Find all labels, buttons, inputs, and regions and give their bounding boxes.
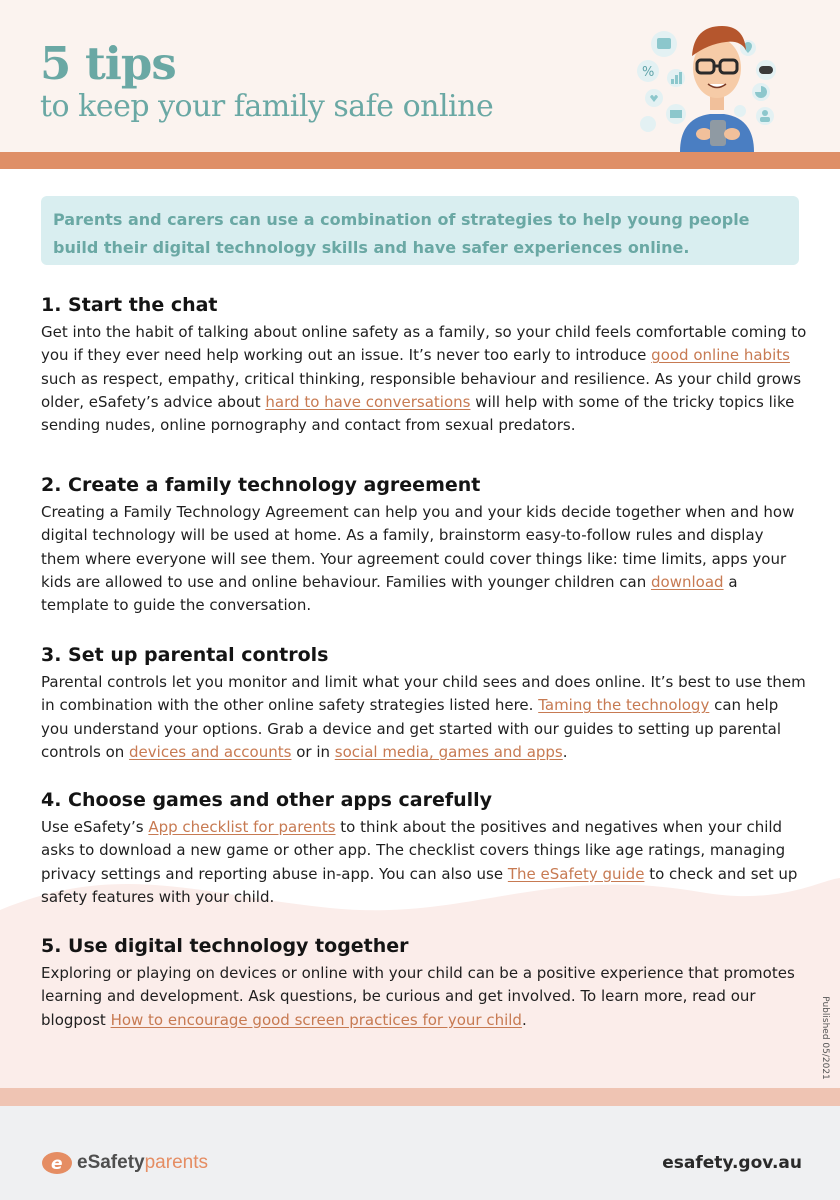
tip-1-text: Get into the habit of talking about online safety as a family, so your child feels comfortable coming to you if they ever need help working out an issue. It’s never too early to introduce xyxy=(41,323,807,365)
share-icon xyxy=(640,116,656,132)
tip-4-text: to check and set up safety features with your child. xyxy=(41,864,798,906)
published-date xyxy=(818,996,832,1080)
tip-1-heading: 1. Start the chat xyxy=(41,294,218,316)
tip-3-text: Parental controls let you monitor and limit what your child sees and does online. It’s best to use them in combination with the other online safety strategies listed here. xyxy=(41,673,806,715)
screen-practices-blog-link[interactable]: How to encourage good screen practices for your child xyxy=(110,1010,522,1029)
svg-text:e: e xyxy=(51,1154,63,1174)
svg-text:%: % xyxy=(642,65,655,80)
tip-5-heading: 5. Use digital technology together xyxy=(41,935,409,957)
tip-5 xyxy=(41,934,807,1032)
tip-2-text: Creating a Family Technology Agreement can help you and your kids decide together when and how digital technology will be used at home. As a family, brainstorm easy-to-follow rules and display them where everyone will see them. Your agreement could cover things like: time limits, apps your kids are allowed to use and online behaviour. Families with younger children can xyxy=(41,503,795,591)
tip-1-body xyxy=(41,321,807,437)
published-date-text: Published 05/2021 xyxy=(820,996,830,1080)
tip-2-body xyxy=(41,501,807,617)
tip-4-text: Use eSafety’s xyxy=(41,818,149,836)
logo-suffix-text: parents xyxy=(144,1152,208,1173)
tip-4 xyxy=(41,788,807,909)
hard-to-have-conversations-link[interactable]: hard to have conversations xyxy=(265,392,471,411)
tip-5-text: . xyxy=(521,1010,527,1029)
logo-brand-text: eSafety xyxy=(77,1152,145,1173)
tip-4-text: to think about the positives and negatives when your child asks to download a new game or other app. The checklist covers things like age ratings, managing privacy settings and reporting abuse in-app. You can also use xyxy=(41,818,786,883)
tip-2-heading: 2. Create a family technology agreement xyxy=(41,474,481,496)
tip-5-body xyxy=(41,962,807,1032)
esafety-parents-logo[interactable] xyxy=(41,1150,208,1176)
intro-box xyxy=(41,196,799,265)
tip-2-text: a template to guide the conversation. xyxy=(41,572,738,615)
tip-1-text: such as respect, empathy, critical thinking, responsible behaviour and resilience. As your child grows older, eSafety’s advice about xyxy=(41,369,802,411)
tip-3-text: or in xyxy=(291,742,335,761)
download-link[interactable]: download xyxy=(651,572,724,591)
tip-3 xyxy=(41,643,807,764)
devices-and-accounts-link[interactable]: devices and accounts xyxy=(129,742,292,761)
tip-1 xyxy=(41,293,807,437)
website-link[interactable]: esafety.gov.au xyxy=(662,1153,802,1173)
tip-4-body xyxy=(41,816,807,909)
tip-3-heading: 3. Set up parental controls xyxy=(41,644,329,666)
social-media-games-apps-link[interactable]: social media, games and apps xyxy=(334,742,563,761)
tip-1-text: will help with some of the tricky topics like sending nudes, online pornography and contact from sexual predators. xyxy=(41,392,795,435)
esafety-guide-link[interactable]: The eSafety guide xyxy=(507,864,645,883)
taming-the-technology-link[interactable]: Taming the technology xyxy=(538,696,710,715)
tip-4-heading: 4. Choose games and other apps carefully xyxy=(41,789,493,811)
tip-3-text: can help you understand your options. Grab a device and get started with our guides to setting up parental controls on xyxy=(41,696,781,761)
tip-3-text: . xyxy=(562,742,568,761)
page-subtitle: to keep your family safe online xyxy=(40,89,494,124)
page-title: 5 tips xyxy=(40,37,176,90)
app-checklist-link[interactable]: App checklist for parents xyxy=(148,818,336,836)
intro-text: Parents and carers can use a combination of strategies to help young people build their digital technology skills and have safer experiences online. xyxy=(53,210,750,257)
person-with-phone-illustration xyxy=(628,16,788,152)
footer-accent-band xyxy=(0,1088,840,1106)
search-icon xyxy=(734,105,746,117)
good-online-habits-link[interactable]: good online habits xyxy=(651,346,790,365)
tip-5-text: Exploring or playing on devices or online with your child can be a positive experience that promotes learning and development. Ask questions, be curious and get involved. To learn more, read our blogpost xyxy=(41,964,795,1029)
esafety-logo-mark-icon xyxy=(41,1151,73,1175)
tip-2 xyxy=(41,473,807,617)
header-accent-band xyxy=(0,152,840,169)
tip-3-body xyxy=(41,671,807,764)
